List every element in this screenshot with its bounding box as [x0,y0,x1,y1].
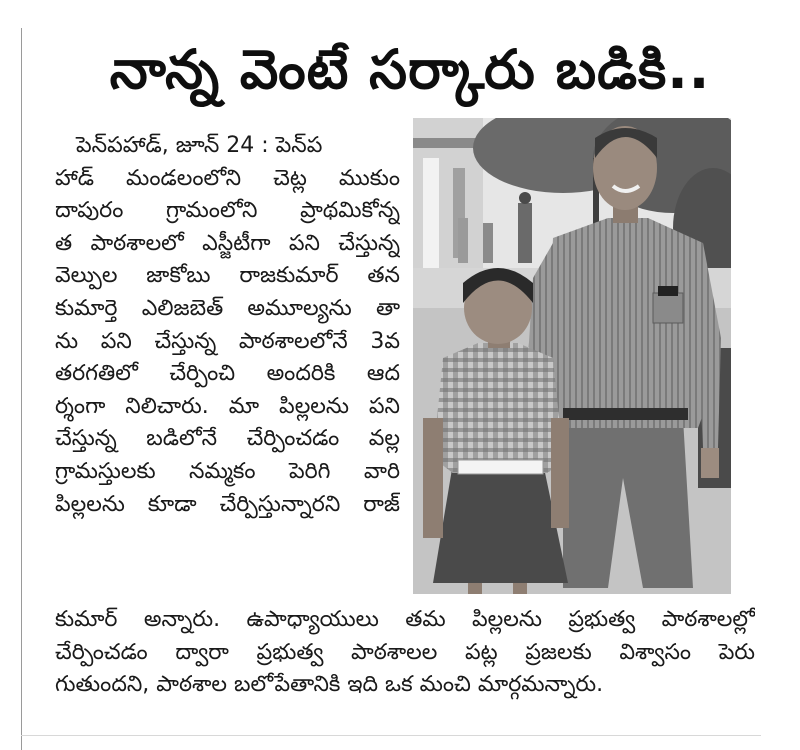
article-body-column [55,130,400,521]
article-photo [413,118,731,594]
article-body-full [55,604,755,702]
body-line-10: చేస్తున్న బడిలోనే చేర్పించడం వల్ల [55,426,400,452]
body-line-13: కుమార్ అన్నారు. ఉపాధ్యాయులు తమ పిల్లలను ప్రభుత్వ పాఠశాలల్లో [55,607,755,632]
body-line-11: గ్రామస్తులకు నమ్మకం పెరిగి వారి [55,458,400,484]
body-line-7: ను పని చేస్తున్న పాఠశాలలోనే 3వ [55,328,400,354]
body-line-15: గుతుందని, పాఠశాల బలోపేతానికి ఇది ఒక మంచి మార్గమన్నారు. [55,672,604,698]
body-line-12: పిల్లలను కూడా చేర్పిస్తున్నారని రాజ్ [55,491,400,517]
body-line-8: తరగతిలో చేర్పించి అందరికి ఆద [55,361,400,387]
body-line-6: కుమార్తె ఎలిజబెత్ అమూల్యను తా [55,295,400,321]
body-line-2: హాడ్ మండలంలోని చెట్ల ముకుం [55,165,400,191]
body-line-4: త పాఠశాలలో ఎస్జీటీగా పని చేస్తున్న [55,230,400,256]
body-line-1: పెన్‌పహాడ్, జూన్ 24 : పెన్‌ప [55,133,323,158]
column-divider [21,28,22,750]
body-line-14: చేర్పించడం ద్వారా ప్రభుత్వ పాఠశాలల పట్ల ప్రజలకు విశ్వాసం పెరు [55,639,755,665]
body-line-3: దాపురం గ్రామంలోని ప్రాథమికోన్న [55,198,400,224]
body-line-9: ర్శంగా నిలిచారు. మా పిల్లలను పని [55,393,400,419]
headline: నాన్న వెంటే సర్కారు బడికి.. [109,38,711,101]
body-line-5: వెల్పుల జాకోబు రాజకుమార్ తన [55,263,400,289]
bottom-divider [21,735,761,736]
